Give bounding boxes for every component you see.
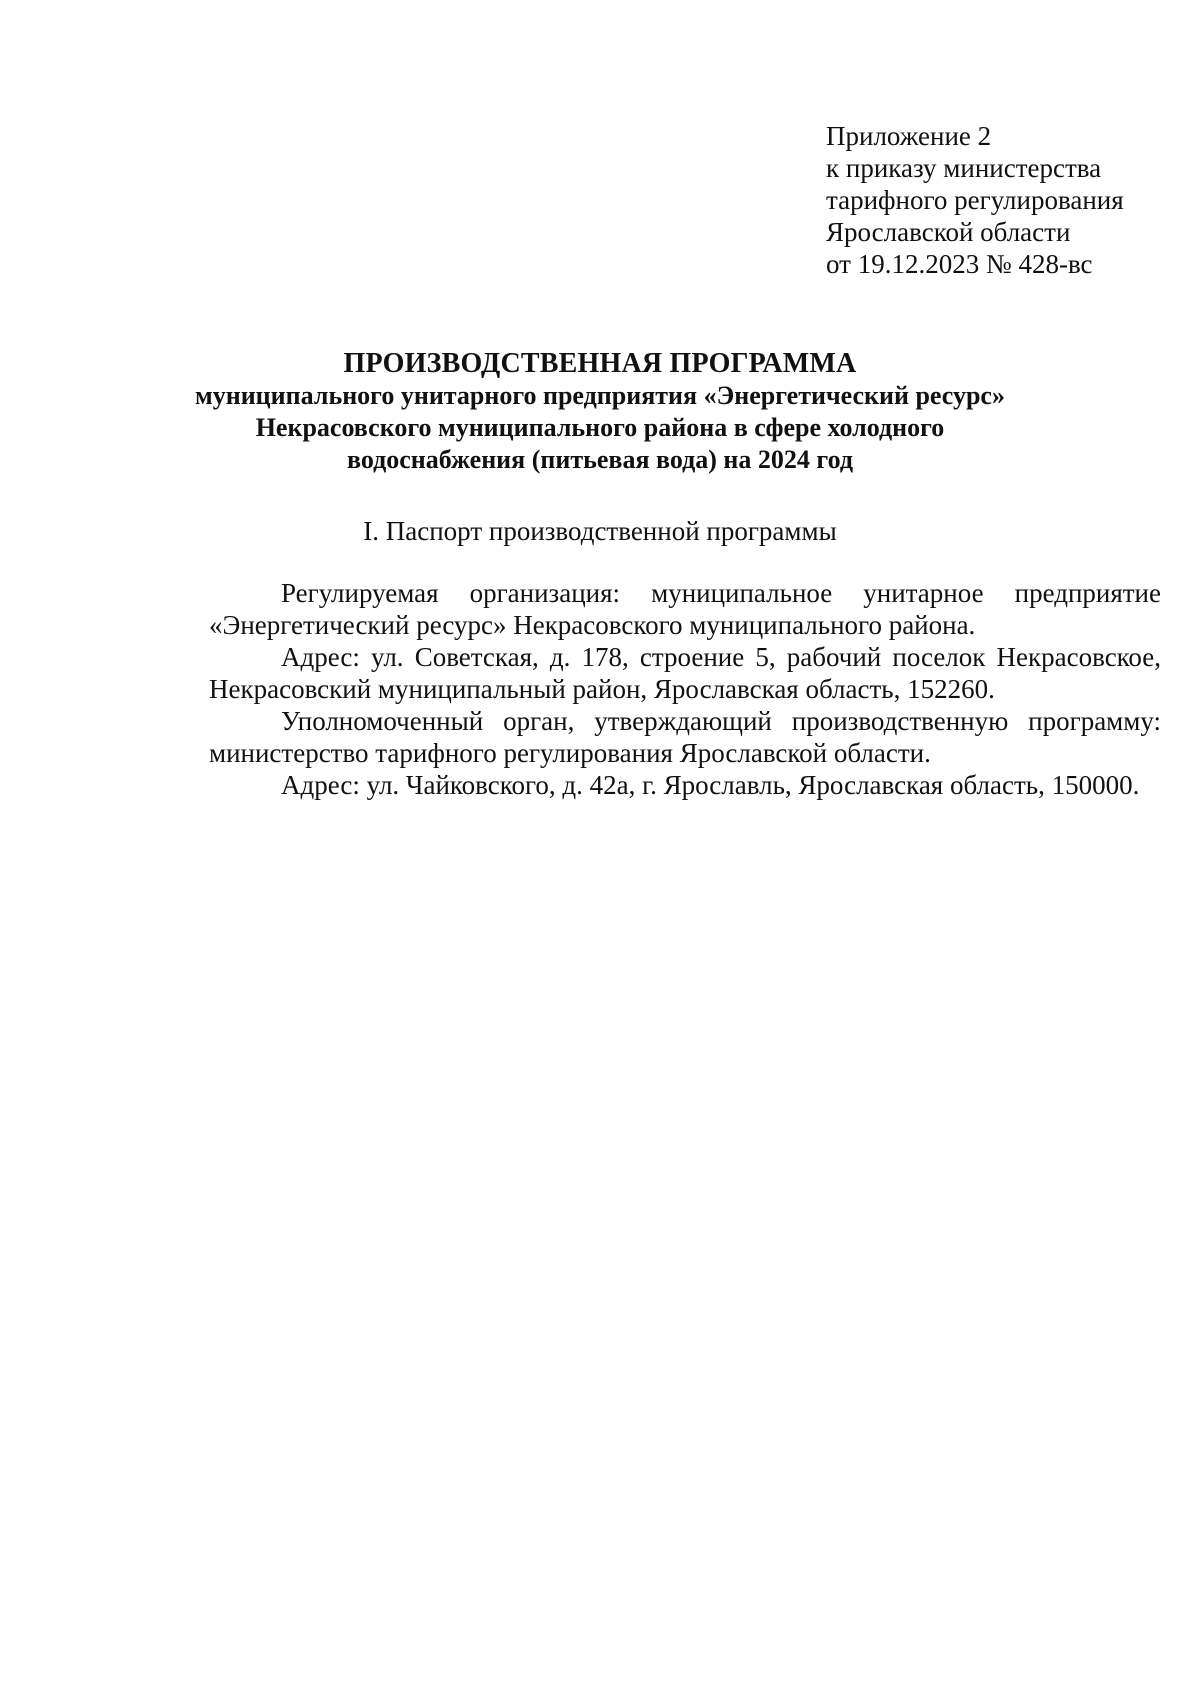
appendix-reference (826, 120, 1156, 280)
appendix-line-2: к приказу министерства (826, 153, 1102, 183)
title-line-2: муниципального унитарного предприятия «Энергетический ресурс» (195, 381, 1005, 410)
paragraph-regulated-organization: Регулируемая организация: муниципальное унитарное предприятие «Энергетический ресурс» Некрасовского муниципального района. (209, 578, 1161, 640)
title-main: ПРОИЗВОДСТВЕННАЯ ПРОГРАММА (343, 348, 857, 379)
title-line-3: Некрасовского муниципального района в сфере холодного (255, 413, 945, 442)
appendix-line-5: от 19.12.2023 № 428-вс (826, 249, 1093, 279)
appendix-line-3: тарифного регулирования (826, 185, 1124, 215)
section-heading: I. Паспорт производственной программы (363, 516, 837, 546)
title-line-4: водоснабжения (питьевая вода) на 2024 год (347, 445, 853, 474)
paragraph-authorized-body-address: Адрес: ул. Чайковского, д. 42а, г. Ярославль, Ярославская область, 150000. (281, 770, 1140, 800)
appendix-line-1: Приложение 2 (826, 121, 992, 151)
document-title (180, 348, 1020, 476)
paragraph-authorized-body: Уполномоченный орган, утверждающий производственную программу: министерство тарифного регулирования Ярославской области. (209, 706, 1161, 768)
appendix-line-4: Ярославской области (826, 217, 1071, 247)
paragraph-organization-address: Адрес: ул. Советская, д. 178, строение 5, рабочий поселок Некрасовское, Некрасовский муниципальный район, Ярославская область, 152260. (209, 642, 1161, 704)
passport-body (209, 577, 1161, 801)
